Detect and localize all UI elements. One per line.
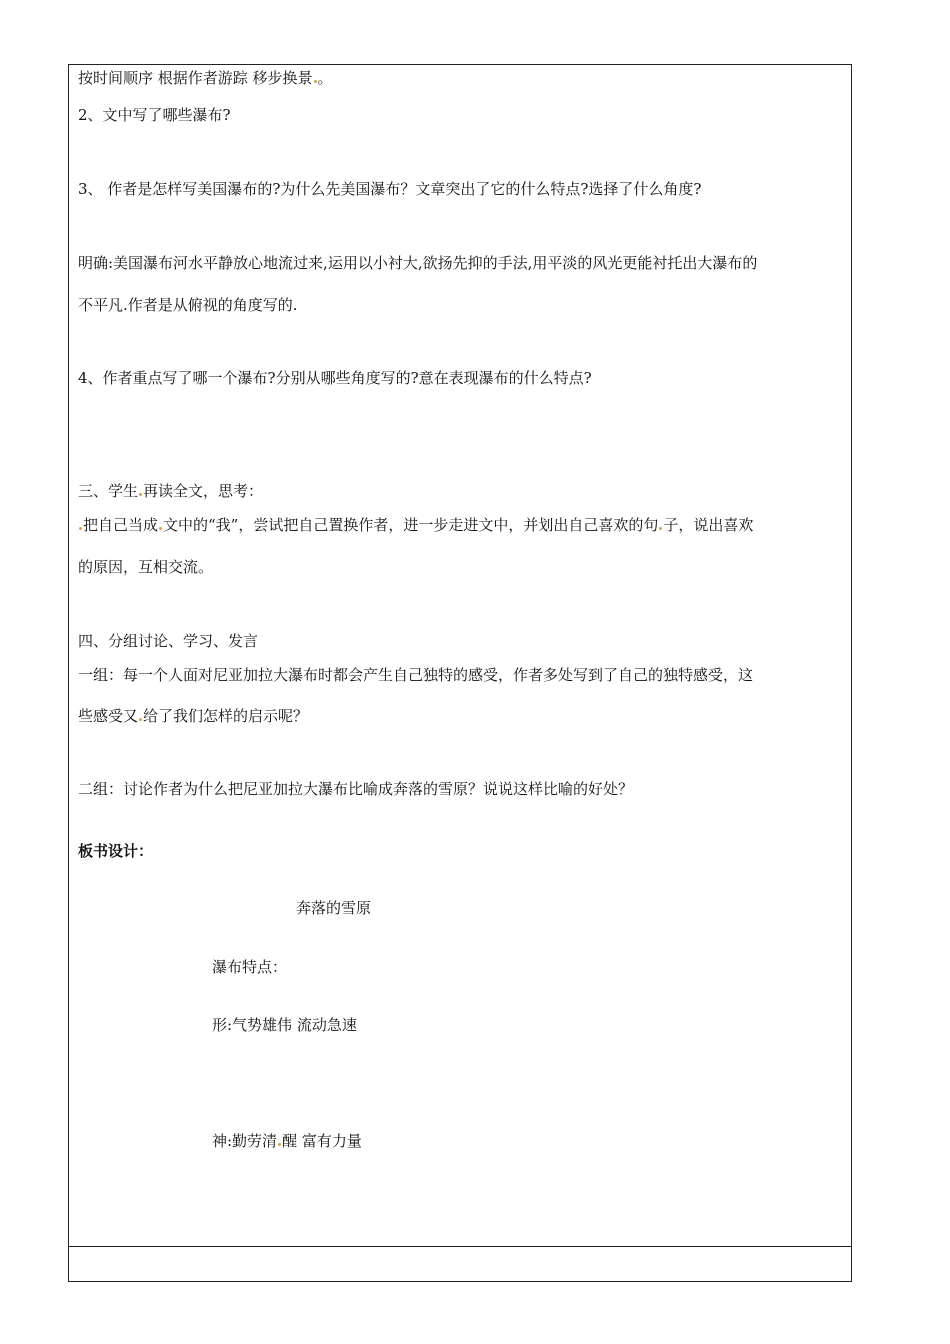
board-features-label: 瀑布特点： [212,958,288,976]
group-1-line-2 [78,706,308,726]
annotation-mark [159,527,162,530]
table-row-divider [69,1246,851,1247]
annotation-mark [659,527,662,530]
section-3-p1-c: 子，说出喜欢 [663,516,754,534]
document-table [68,64,852,1282]
sequence-text: 按时间顺序 根据作者游踪 移步换景 [78,69,313,87]
annotation-mark [278,1143,281,1146]
board-spirit-line [212,1131,362,1151]
group-2: 二组：讨论作者为什么把尼亚加拉大瀑布比喻成奔落的雪原？说说这样比喻的好处？ [78,780,634,798]
board-title: 奔落的雪原 [296,899,372,917]
board-design-label: 板书设计： [78,842,154,860]
answer-3-line-1: 明确:美国瀑布河水平静放心地流过来,运用以小衬大,欲扬先抑的手法,用平淡的风光更能衬托出大瀑布的 [78,254,758,272]
group-1-line-1: 一组：每一个人面对尼亚加拉大瀑布时都会产生自己独特的感受，作者多处写到了自己的独特感受，这 [78,666,754,684]
section-3-p1-b: 文中的“我”，尝试把自己置换作者，进一步走进文中，并划出自己喜欢的句 [163,516,659,534]
question-2: 2、文中写了哪些瀑布? [78,106,231,124]
group-1-line-2-a: 些感受又 [78,707,139,725]
annotation-mark [139,493,142,496]
board-shape-line: 形:气势雄伟 流动急速 [212,1016,357,1034]
board-spirit-b: 醒 富有力量 [282,1132,362,1150]
section-3-paragraph-line-1 [78,515,753,535]
answer-3-line-2: 不平凡.作者是从俯视的角度写的. [78,296,298,314]
group-1-line-2-b: 给了我们怎样的启示呢？ [143,707,309,725]
section-3-title [78,481,263,501]
question-3: 3、 作者是怎样写美国瀑布的?为什么先美国瀑布？文章突出了它的什么特点?选择了什么角度? [78,180,702,198]
annotation-mark [139,718,142,721]
annotation-mark [79,527,82,530]
board-spirit-a: 神:勤劳清 [212,1132,278,1150]
section-3-title-a: 三、学生 [78,482,139,500]
section-3-title-b: 再读全文，思考： [143,482,264,500]
paragraph-sequence [78,68,333,88]
section-3-paragraph-line-2: 的原因，互相交流。 [78,558,214,576]
section-3-p1-a: 把自己当成 [83,516,159,534]
question-4: 4、作者重点写了哪一个瀑布?分别从哪些角度写的?意在表现瀑布的什么特点? [78,369,592,387]
section-4-title: 四、分组讨论、学习、发言 [78,632,259,650]
annotation-mark [314,80,317,83]
sequence-end: 。 [317,69,333,87]
